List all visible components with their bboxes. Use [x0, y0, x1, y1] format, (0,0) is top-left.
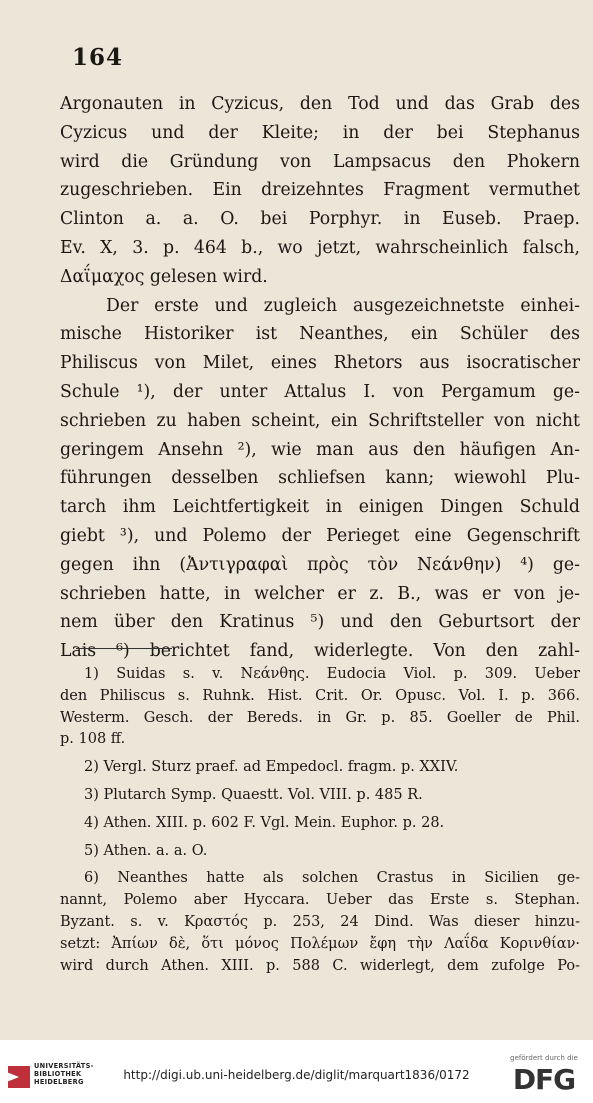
footnote-line: 5) Athen. a. a. O.: [84, 842, 208, 859]
footnote-line: 6) Neanthes hatte als solchen Crastus in Sicilien ge-: [84, 870, 580, 887]
text-line: giebt ³), und Polemo der Perieget eine Gegenschrift: [60, 525, 580, 546]
footnote-divider: [76, 648, 172, 649]
footnotes: [60, 664, 580, 977]
footnote-line: Byzant. s. v. Κραστός p. 253, 24 Dind. Was dieser hinzu-: [60, 913, 580, 930]
footnote-line: p. 108 ff.: [60, 731, 126, 748]
footnote-line: 1) Suidas s. v. Νεάνθης. Eudocia Viol. p. 309. Ueber: [84, 666, 580, 682]
logo-line: HEIDELBERG: [34, 1078, 84, 1086]
text-line: gegen ihn (Ἀντιγραφαὶ πρὸς τὸν Νεάνθην) ⁴) ge-: [60, 554, 580, 575]
text-line: Der erste und zugleich ausgezeichnetste einhei-: [106, 295, 580, 316]
text-line: Philiscus von Milet, eines Rhetors aus isocratischer: [60, 353, 580, 374]
footnote-line: setzt: Ἀπίων δὲ, ὅτι μόνος Πολέμων ἔφη τὴν Λαΐδα Κορινθίαν·: [60, 935, 580, 952]
text-line: wird die Gründung von Lampsacus den Phokern: [60, 151, 580, 172]
footnote-line: 4) Athen. XIII. p. 602 F. Vgl. Mein. Euphor. p. 28.: [84, 814, 445, 831]
main-text: [60, 90, 580, 666]
dfg-caption: gefördert durch die: [510, 1054, 578, 1062]
footnote-line: Westerm. Gesch. der Bereds. in Gr. p. 85. Goeller de Phil.: [60, 709, 580, 726]
text-line: Lais ⁶) berichtet fand, widerlegte. Von den zahl-: [60, 641, 580, 662]
footnote-line: wird durch Athen. XIII. p. 588 C. widerlegt, dem zufolge Po-: [60, 957, 580, 974]
text-line: Clinton a. a. O. bei Porphyr. in Euseb. Praep.: [60, 209, 580, 230]
dfg-logo-text: DFG: [512, 1063, 576, 1096]
footnote-line: 2) Vergl. Sturz praef. ad Empedocl. fragm. p. XXIV.: [84, 759, 459, 776]
footnote-line: 3) Plutarch Symp. Quaestt. Vol. VIII. p. 485 R.: [84, 786, 423, 803]
text-line: mische Historiker ist Neanthes, ein Schüler des: [60, 324, 580, 345]
text-line: nem über den Kratinus ⁵) und den Geburtsort der: [60, 612, 580, 633]
text-line: führungen desselben schliefsen kann; wiewohl Plu-: [60, 468, 580, 489]
logo-line: UNIVERSITÄTS-: [34, 1062, 94, 1070]
logo-line: BIBLIOTHEK: [34, 1070, 82, 1078]
source-url-link[interactable]: http://digi.ub.uni-heidelberg.de/diglit/marquart1836/0172: [123, 1068, 470, 1082]
text-line: Ev. X, 3. p. 464 b., wo jetzt, wahrscheinlich falsch,: [60, 237, 580, 258]
text-line: zugeschrieben. Ein dreizehntes Fragment vermuthet: [60, 180, 580, 201]
text-line: Schule ¹), der unter Attalus I. von Pergamum ge-: [60, 381, 580, 402]
dfg-logo[interactable]: [509, 1054, 579, 1096]
text-line: schrieben hatte, in welcher er z. B., was er von je-: [60, 583, 580, 604]
text-line: schrieben zu haben scheint, ein Schriftsteller von nicht: [60, 410, 580, 431]
text-line: tarch ihm Leichtfertigkeit in einigen Dingen Schuld: [60, 497, 580, 518]
footnote-line: nannt, Polemo aber Hyccara. Ueber das Erste s. Stephan.: [60, 892, 580, 909]
text-line: Δαΐμαχος gelesen wird.: [60, 266, 268, 287]
footer-bar: [0, 1040, 593, 1103]
text-line: Argonauten in Cyzicus, den Tod und das Grab des: [60, 94, 580, 114]
text-line: Cyzicus und der Kleite; in der bei Stephanus: [60, 122, 580, 143]
footnote-line: den Philiscus s. Ruhnk. Hist. Crit. Or. Opusc. Vol. I. p. 366.: [60, 687, 580, 704]
text-line: geringem Ansehn ²), wie man aus den häufigen An-: [60, 439, 580, 460]
page-number: 164: [72, 44, 124, 71]
